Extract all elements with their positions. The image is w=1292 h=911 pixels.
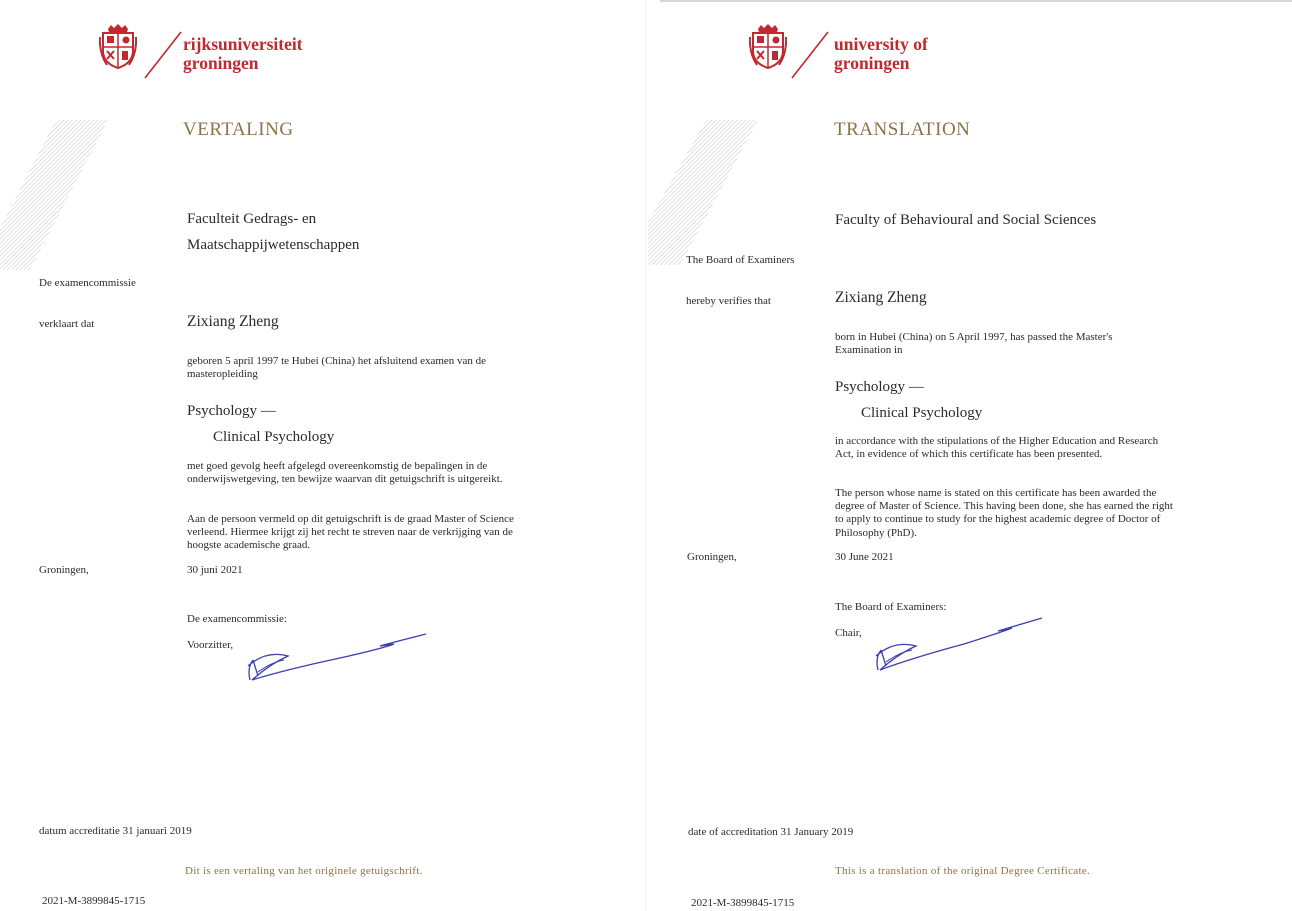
hatch-decoration bbox=[648, 120, 760, 265]
legal-text: in accordance with the stipulations of the Higher Education and Research Act, in evidence of which this certificate has been presented. bbox=[835, 435, 1159, 461]
programme-line2: Clinical Psychology bbox=[861, 405, 983, 421]
student-name: Zixiang Zheng bbox=[187, 313, 279, 330]
page-title: VERTALING bbox=[183, 119, 294, 140]
accreditation-date: date of accreditation 31 January 2019 bbox=[688, 826, 854, 838]
verifies-label: hereby verifies that bbox=[686, 295, 771, 307]
degree-text: The person whose name is stated on this certificate has been awarded the degree of Master of Science. This having been done, she has earned the right to apply to continue to study for the highest academic degree of Doctor of Philosophy (PhD). bbox=[835, 487, 1173, 539]
chair-signature bbox=[872, 616, 1052, 676]
place-label: Groningen, bbox=[687, 551, 737, 563]
programme-line1: Psychology — bbox=[835, 379, 924, 395]
logo-slash-icon bbox=[790, 30, 830, 80]
programme-line1: Psychology — bbox=[187, 403, 276, 419]
translation-note: This is a translation of the original Degree Certificate. bbox=[835, 865, 1091, 877]
certificate-number: 2021-M-3899845-1715 bbox=[42, 895, 146, 907]
university-crest-icon bbox=[749, 23, 787, 69]
university-line1: rijksuniversiteit bbox=[183, 34, 303, 54]
birth-text: born in Hubei (China) on 5 April 1997, has passed the Master's Examination in bbox=[835, 331, 1113, 357]
faculty-name bbox=[187, 206, 359, 258]
legal-text: met goed gevolg heeft afgelegd overeenkomstig de bepalingen in de onderwijswetgeving, ten bewijze waarvan dit getuigschrift is uitgereikt. bbox=[187, 460, 503, 486]
board-signoff: The Board of Examiners: bbox=[835, 601, 947, 613]
faculty-name: Faculty of Behavioural and Social Sciences bbox=[835, 212, 1097, 228]
logo-slash-icon bbox=[143, 30, 183, 80]
board-label: The Board of Examiners bbox=[686, 254, 795, 266]
english-certificate-page bbox=[646, 0, 1292, 911]
university-name bbox=[183, 35, 303, 73]
accreditation-date: datum accreditatie 31 januari 2019 bbox=[39, 825, 192, 837]
place-label: Groningen, bbox=[39, 564, 89, 576]
programme-line2: Clinical Psychology bbox=[213, 429, 335, 445]
board-signoff: De examencommissie: bbox=[187, 613, 287, 625]
chair-label: Chair, bbox=[835, 627, 862, 639]
issue-date: 30 June 2021 bbox=[835, 551, 894, 563]
faculty-line2: Maatschappijwetenschappen bbox=[187, 237, 360, 253]
board-label: De examencommissie bbox=[39, 277, 136, 289]
university-crest-icon bbox=[99, 23, 137, 69]
university-name bbox=[834, 35, 928, 73]
certificate-number: 2021-M-3899845-1715 bbox=[691, 897, 795, 909]
university-line2: groningen bbox=[834, 53, 910, 73]
chair-signature bbox=[244, 630, 434, 686]
university-line1: university of bbox=[834, 34, 928, 54]
university-line2: groningen bbox=[183, 53, 259, 73]
verifies-label: verklaart dat bbox=[39, 318, 95, 330]
page-title: TRANSLATION bbox=[834, 119, 971, 140]
chair-label: Voorzitter, bbox=[187, 639, 234, 651]
issue-date: 30 juni 2021 bbox=[187, 564, 243, 576]
student-name: Zixiang Zheng bbox=[835, 289, 927, 306]
degree-text: Aan de persoon vermeld op dit getuigschrift is de graad Master of Science verleend. Hiermee krijgt zij het recht te streven naar de verkrijging van de hoogste academische graad. bbox=[187, 513, 514, 552]
hatch-decoration bbox=[0, 120, 110, 270]
translation-note: Dit is een vertaling van het originele getuigschrift. bbox=[185, 865, 423, 877]
birth-text: geboren 5 april 1997 te Hubei (China) het afsluitend examen van de masteropleiding bbox=[187, 355, 487, 381]
faculty-line1: Faculteit Gedrags- en bbox=[187, 211, 317, 227]
